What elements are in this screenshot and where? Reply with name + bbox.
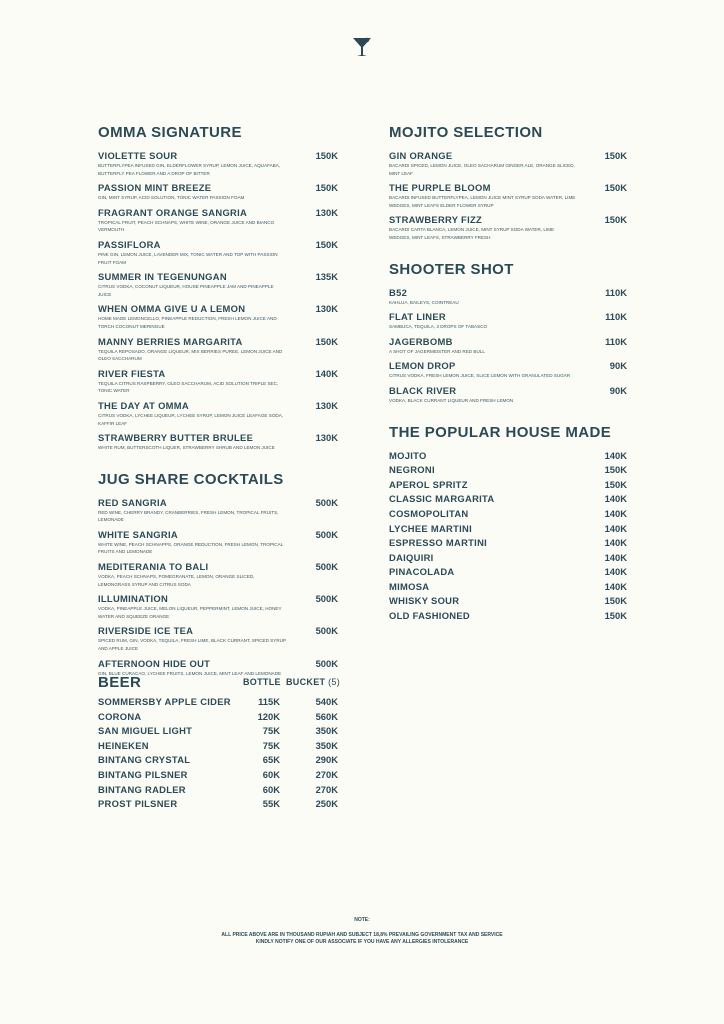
menu-item	[98, 368, 338, 395]
left-column	[98, 124, 338, 682]
item-name: OLD FASHIONED	[389, 610, 470, 622]
bottle-price: 60K	[262, 768, 280, 780]
item-description: BACARDI SPICED, LEMON JUICE, OLEO SACHARUM GINGER ALE, ORANGE SLICED, MINT LEAF	[389, 163, 575, 176]
item-price: 150K	[604, 214, 627, 226]
bucket-price: 350K	[315, 739, 338, 751]
item-name: DAIQUIRI	[389, 551, 434, 563]
item-price: 150K	[604, 182, 627, 194]
menu-item	[389, 150, 627, 177]
beer-name: BINTANG RADLER	[98, 783, 186, 795]
beer-list	[98, 696, 338, 813]
item-description: GIN, MINT SYRUP, ACID SOLUTION, TONIC WATER PASSION FOAM	[98, 195, 245, 201]
beer-header	[98, 674, 341, 694]
beer-row	[98, 711, 338, 726]
item-description: PINK GIN, LEMON JUICE, LAVENDER MIX, TONIC WATER AND TOP WITH PASSION FRUIT FOAM	[98, 251, 278, 265]
item-price: 500K	[315, 657, 338, 669]
beer-name: PROST PILSNER	[98, 798, 178, 810]
item-price: 150K	[604, 478, 627, 490]
menu-item	[389, 311, 627, 331]
item-name: ILLUMINATION	[98, 593, 169, 605]
menu-item	[98, 271, 338, 298]
menu-item	[389, 566, 627, 578]
section-title: BEER	[98, 674, 142, 691]
beer-name: BINTANG PILSNER	[98, 768, 188, 780]
menu-item	[389, 385, 627, 405]
item-description: HOME MADE LEMONCELLO, PINEAPPLE REDUCTION, FRESH LEMON JUICE AND TORCH COCONUT MERINGUE	[98, 316, 277, 329]
item-price: 130K	[315, 303, 338, 315]
item-price: 110K	[605, 335, 627, 347]
footer-line-1: ALL PRICE ABOVE ARE IN THOUSAND RUPIAH AND SUBJECT 18,8% PREVAILING GOVERNMENT TAX AND SERVICE	[221, 932, 503, 938]
menu-item	[98, 336, 338, 363]
item-price: 150K	[604, 610, 627, 622]
item-price: 90K	[609, 384, 627, 396]
mojito-section	[389, 124, 627, 242]
item-name: B52	[389, 286, 408, 298]
item-description: VODKA, PEACH SCHNAPS, POMEGRANATE, LEMON, ORANGE SLICED, LEMONGRASS SYRUP AND CITRUS SODA	[98, 574, 255, 587]
menu-item	[98, 182, 338, 202]
item-name: SUMMER IN TEGENUNGAN	[98, 271, 227, 283]
item-name: STRAWBERRY FIZZ	[389, 214, 483, 226]
item-price: 500K	[315, 625, 338, 637]
item-description: TROPICAL FRUIT, PEACH SCHNAPS, WHITE WINE, ORANGE JUICE AND BIANCO VERMOUTH	[98, 219, 275, 233]
item-name: ESPRESSO MARTINI	[389, 537, 488, 549]
item-description: VODKA, PINEAPPLE JUICE, MELON LIQUEUR, PEPPERMINT, LEMON JUICE, HONEY WATER AND SQUEEZE ORANGE	[98, 606, 282, 619]
bucket-column-header	[286, 677, 340, 687]
menu-item	[98, 400, 338, 427]
menu-item	[389, 595, 627, 607]
item-name: PASSIFLORA	[98, 238, 161, 250]
beer-row	[98, 798, 338, 813]
item-description: CITRUS VODKA, FRESH LEMON JUICE, SLICE LEMON WITH GRANULATED SUGAR	[389, 373, 571, 379]
menu-item	[389, 493, 627, 505]
bottle-price: 75K	[262, 739, 280, 751]
footer-line-2: KINDLY NOTIFY ONE OF OUR ASSOCIATE IF YOU HAVE ANY ALLERGIES INTOLERANCE	[255, 939, 469, 945]
menu-item	[98, 303, 338, 330]
item-description: TEQUILA REPOSADO, ORANGE LIQUEUR, MIX BERRIES PUREE, LEMON JUICE AND OLEO SACCHARUM	[98, 348, 283, 362]
item-description: KAHLUA, BAILEYS, COINTREAU	[389, 299, 459, 305]
menu-item	[98, 561, 338, 588]
menu-item	[389, 464, 627, 476]
item-name: MIMOSA	[389, 580, 430, 592]
item-name: GIN ORANGE	[389, 150, 453, 161]
section-title: OMMA SIGNATURE	[98, 124, 242, 141]
item-price: 130K	[315, 399, 338, 411]
section-title: JUG SHARE COCKTAILS	[98, 470, 284, 488]
bottle-price: 65K	[262, 754, 280, 766]
item-name: WHEN OMMA GIVE U A LEMON	[98, 303, 246, 315]
item-name: MANNY BERRIES MARGARITA	[98, 335, 243, 347]
beer-name: CORONA	[98, 710, 142, 722]
item-description: BACARDI INFUSED BUTTERFLYPEA, LEMON JUICE MINT SYRUP SODA WATER, LIME WEDGES, MINT LEAFS ELDER FLOWER SYRUP	[389, 195, 576, 208]
menu-item	[389, 537, 627, 549]
menu-item	[389, 552, 627, 564]
bucket-price: 540K	[315, 696, 338, 707]
menu-item	[389, 523, 627, 535]
menu-item	[389, 214, 627, 241]
item-name: THE DAY AT OMMA	[98, 399, 189, 411]
item-price: 140K	[604, 507, 627, 519]
item-price: 140K	[604, 522, 627, 534]
mojito-list	[389, 150, 627, 242]
beer-row	[98, 725, 338, 740]
beer-name: HEINEKEN	[98, 739, 149, 751]
cocktail-glass-icon	[352, 36, 372, 58]
item-name: PINACOLADA	[389, 566, 455, 578]
item-price: 90K	[609, 360, 627, 372]
item-name: VIOLETTE SOUR	[98, 150, 178, 161]
item-description: VODKA, BLACK CURRANT LIQUEUR AND FRESH LEMON	[389, 397, 514, 403]
item-price: 140K	[604, 566, 627, 578]
item-price: 500K	[315, 593, 338, 605]
bottle-price: 115K	[258, 696, 280, 707]
menu-item	[389, 508, 627, 520]
item-price: 140K	[604, 537, 627, 549]
beer-name: SOMMERSBY APPLE CIDER	[98, 696, 231, 707]
item-name: FRAGRANT ORANGE SANGRIA	[98, 206, 248, 218]
signature-section	[98, 124, 338, 452]
item-name: LEMON DROP	[389, 360, 456, 372]
item-name: BLACK RIVER	[389, 384, 457, 396]
item-name: CLASSIC MARGARITA	[389, 493, 495, 505]
item-price: 130K	[315, 206, 338, 218]
item-description: RED WINE, CHERRY BRANDY, CRANBERRIES, FRESH LEMON, TROPICAL FRUITS, LEMONADE	[98, 509, 279, 523]
item-name: MOJITO	[389, 449, 427, 461]
bucket-price: 290K	[315, 754, 338, 766]
item-price: 500K	[315, 561, 338, 573]
item-price: 150K	[604, 150, 627, 161]
beer-row	[98, 740, 338, 755]
item-price: 110K	[605, 286, 627, 298]
menu-item	[389, 581, 627, 593]
menu-item	[389, 610, 627, 622]
menu-item	[98, 432, 338, 452]
menu-item	[98, 625, 338, 652]
item-price: 140K	[604, 449, 627, 461]
item-name: AFTERNOON HIDE OUT	[98, 657, 211, 669]
item-description: SPICED RUM, GIN, VODKA, TEQUILA, FRESH LIME, BLACK CURRANT, SPICED SYRUP AND APPLE JUICE	[98, 638, 286, 652]
house-section	[389, 424, 627, 623]
menu-item	[389, 450, 627, 462]
menu-item	[98, 529, 338, 556]
item-price: 150K	[604, 595, 627, 607]
bucket-qty: (5)	[328, 677, 341, 687]
bottle-price: 60K	[262, 783, 280, 795]
item-description: GIN, BLUE CURACAO, LYCHEE FRUITS, LEMON JUICE, MINT LEAF AND LEMONADE	[98, 670, 282, 676]
jug-list	[98, 497, 338, 678]
item-description: CITRUS VODKA, COCONUT LIQUEUR, HOUSE PINEAPPLE JAM AND PINEAPPLE JUICE	[98, 284, 274, 297]
item-price: 130K	[315, 432, 338, 444]
section-title: SHOOTER SHOT	[389, 260, 514, 278]
bucket-price: 350K	[315, 725, 338, 737]
jug-section	[98, 471, 338, 678]
bottle-price: 120K	[257, 710, 280, 722]
item-price: 150K	[315, 238, 338, 250]
item-description: CITRUS VODKA, LYCHEE LIQUEUR, LYCHEE SYRUP, LEMON JUICE LEAFAGE SODA, KAFFIR LEAF	[98, 412, 284, 426]
item-name: WHISKY SOUR	[389, 595, 460, 607]
menu-item	[98, 497, 338, 524]
right-column	[389, 124, 627, 625]
item-description: WHITE WINE, PEACH SCHNAPPS, ORANGE REDUCTION, FRESH LEMON, TROPICAL FRUITS AND LEMONADE	[98, 541, 284, 555]
item-price: 500K	[315, 528, 338, 540]
item-name: NEGRONI	[389, 464, 435, 476]
item-name: PASSION MINT BREEZE	[98, 182, 212, 194]
item-name: MEDITERANIA TO BALI	[98, 561, 209, 573]
beer-row	[98, 696, 338, 711]
item-name: RIVERSIDE ICE TEA	[98, 625, 194, 637]
beer-row	[98, 769, 338, 784]
item-name: APEROL SPRITZ	[389, 478, 468, 490]
item-price: 140K	[604, 580, 627, 592]
menu-item	[98, 207, 338, 234]
menu-item	[98, 150, 338, 177]
item-name: THE PURPLE BLOOM	[389, 182, 491, 194]
beer-row	[98, 784, 338, 799]
item-name: LYCHEE MARTINI	[389, 522, 473, 534]
menu-item	[98, 593, 338, 620]
bucket-label: BUCKET	[286, 677, 326, 687]
section-title: THE POPULAR HOUSE MADE	[389, 423, 612, 441]
beer-name: SAN MIGUEL LIGHT	[98, 725, 193, 737]
item-description: BUTTERFLYPEA INFUSED GIN, ELDERFLOWER SYRUP, LEMON JUICE, AQUAFABA, BUTTERFLY PEA FLOWER AND A DROP OF BITTER	[98, 163, 281, 176]
bucket-price: 250K	[315, 798, 338, 810]
beer-row	[98, 754, 338, 769]
item-name: WHITE SANGRIA	[98, 528, 178, 540]
item-description: A SHOT OF JAGERMEISTER AND RED BULL	[389, 348, 485, 354]
beer-name: BINTANG CRYSTAL	[98, 754, 191, 766]
menu-item	[389, 287, 627, 307]
bucket-price: 560K	[315, 710, 338, 722]
item-name: FLAT LINER	[389, 311, 446, 323]
item-name: STRAWBERRY BUTTER BRULEE	[98, 432, 254, 444]
item-description: TEQUILA CITRUS RASPBERRY, OLEO SACCHARUM, ACID SOLUTION TRIPLE SEC, TONIC WATER	[98, 380, 279, 394]
item-price: 140K	[604, 551, 627, 563]
item-price: 150K	[315, 335, 338, 347]
bucket-price: 270K	[315, 768, 338, 780]
item-price: 150K	[315, 182, 338, 194]
item-name: RED SANGRIA	[98, 496, 167, 508]
menu-item	[389, 479, 627, 491]
bucket-price: 270K	[315, 783, 338, 795]
menu-item	[98, 239, 338, 266]
item-description: SAMBUCA, TEQUILA, 3 DROPS OF TABASCO	[389, 324, 488, 330]
item-price: 140K	[604, 493, 627, 505]
bottle-column-header: BOTTLE	[243, 677, 281, 687]
item-price: 500K	[315, 496, 338, 508]
shooter-list	[389, 287, 627, 405]
signature-list	[98, 150, 338, 452]
item-price: 110K	[605, 311, 627, 323]
menu-item	[389, 182, 627, 209]
bottle-price: 75K	[262, 725, 280, 737]
footer-note-label: NOTE:	[354, 917, 370, 923]
beer-section	[98, 674, 341, 813]
menu-item	[389, 360, 627, 380]
house-list	[389, 450, 627, 623]
menu-item	[389, 336, 627, 356]
item-name: JAGERBOMB	[389, 335, 453, 347]
bottle-price: 55K	[262, 798, 280, 810]
item-price: 150K	[315, 150, 338, 161]
item-description: WHITE RUM, BUTTERSCOTH LIQUER, STRAWBERRY SHRUB AND LEMON JUICE	[98, 445, 275, 451]
item-price: 150K	[604, 464, 627, 476]
item-name: COSMOPOLITAN	[389, 507, 469, 519]
item-description: BACARDI CARTA BLANCA, LEMON JUICE, MINT SYRUP SODA WATER, LIME WEDGES, MINT LEAFS, STRAWBERRY FRESH	[389, 227, 555, 240]
item-name: RIVER FIESTA	[98, 367, 166, 379]
shooter-section	[389, 261, 627, 405]
item-price: 140K	[315, 367, 338, 379]
item-price: 135K	[315, 271, 338, 283]
section-title: MOJITO SELECTION	[389, 124, 543, 141]
